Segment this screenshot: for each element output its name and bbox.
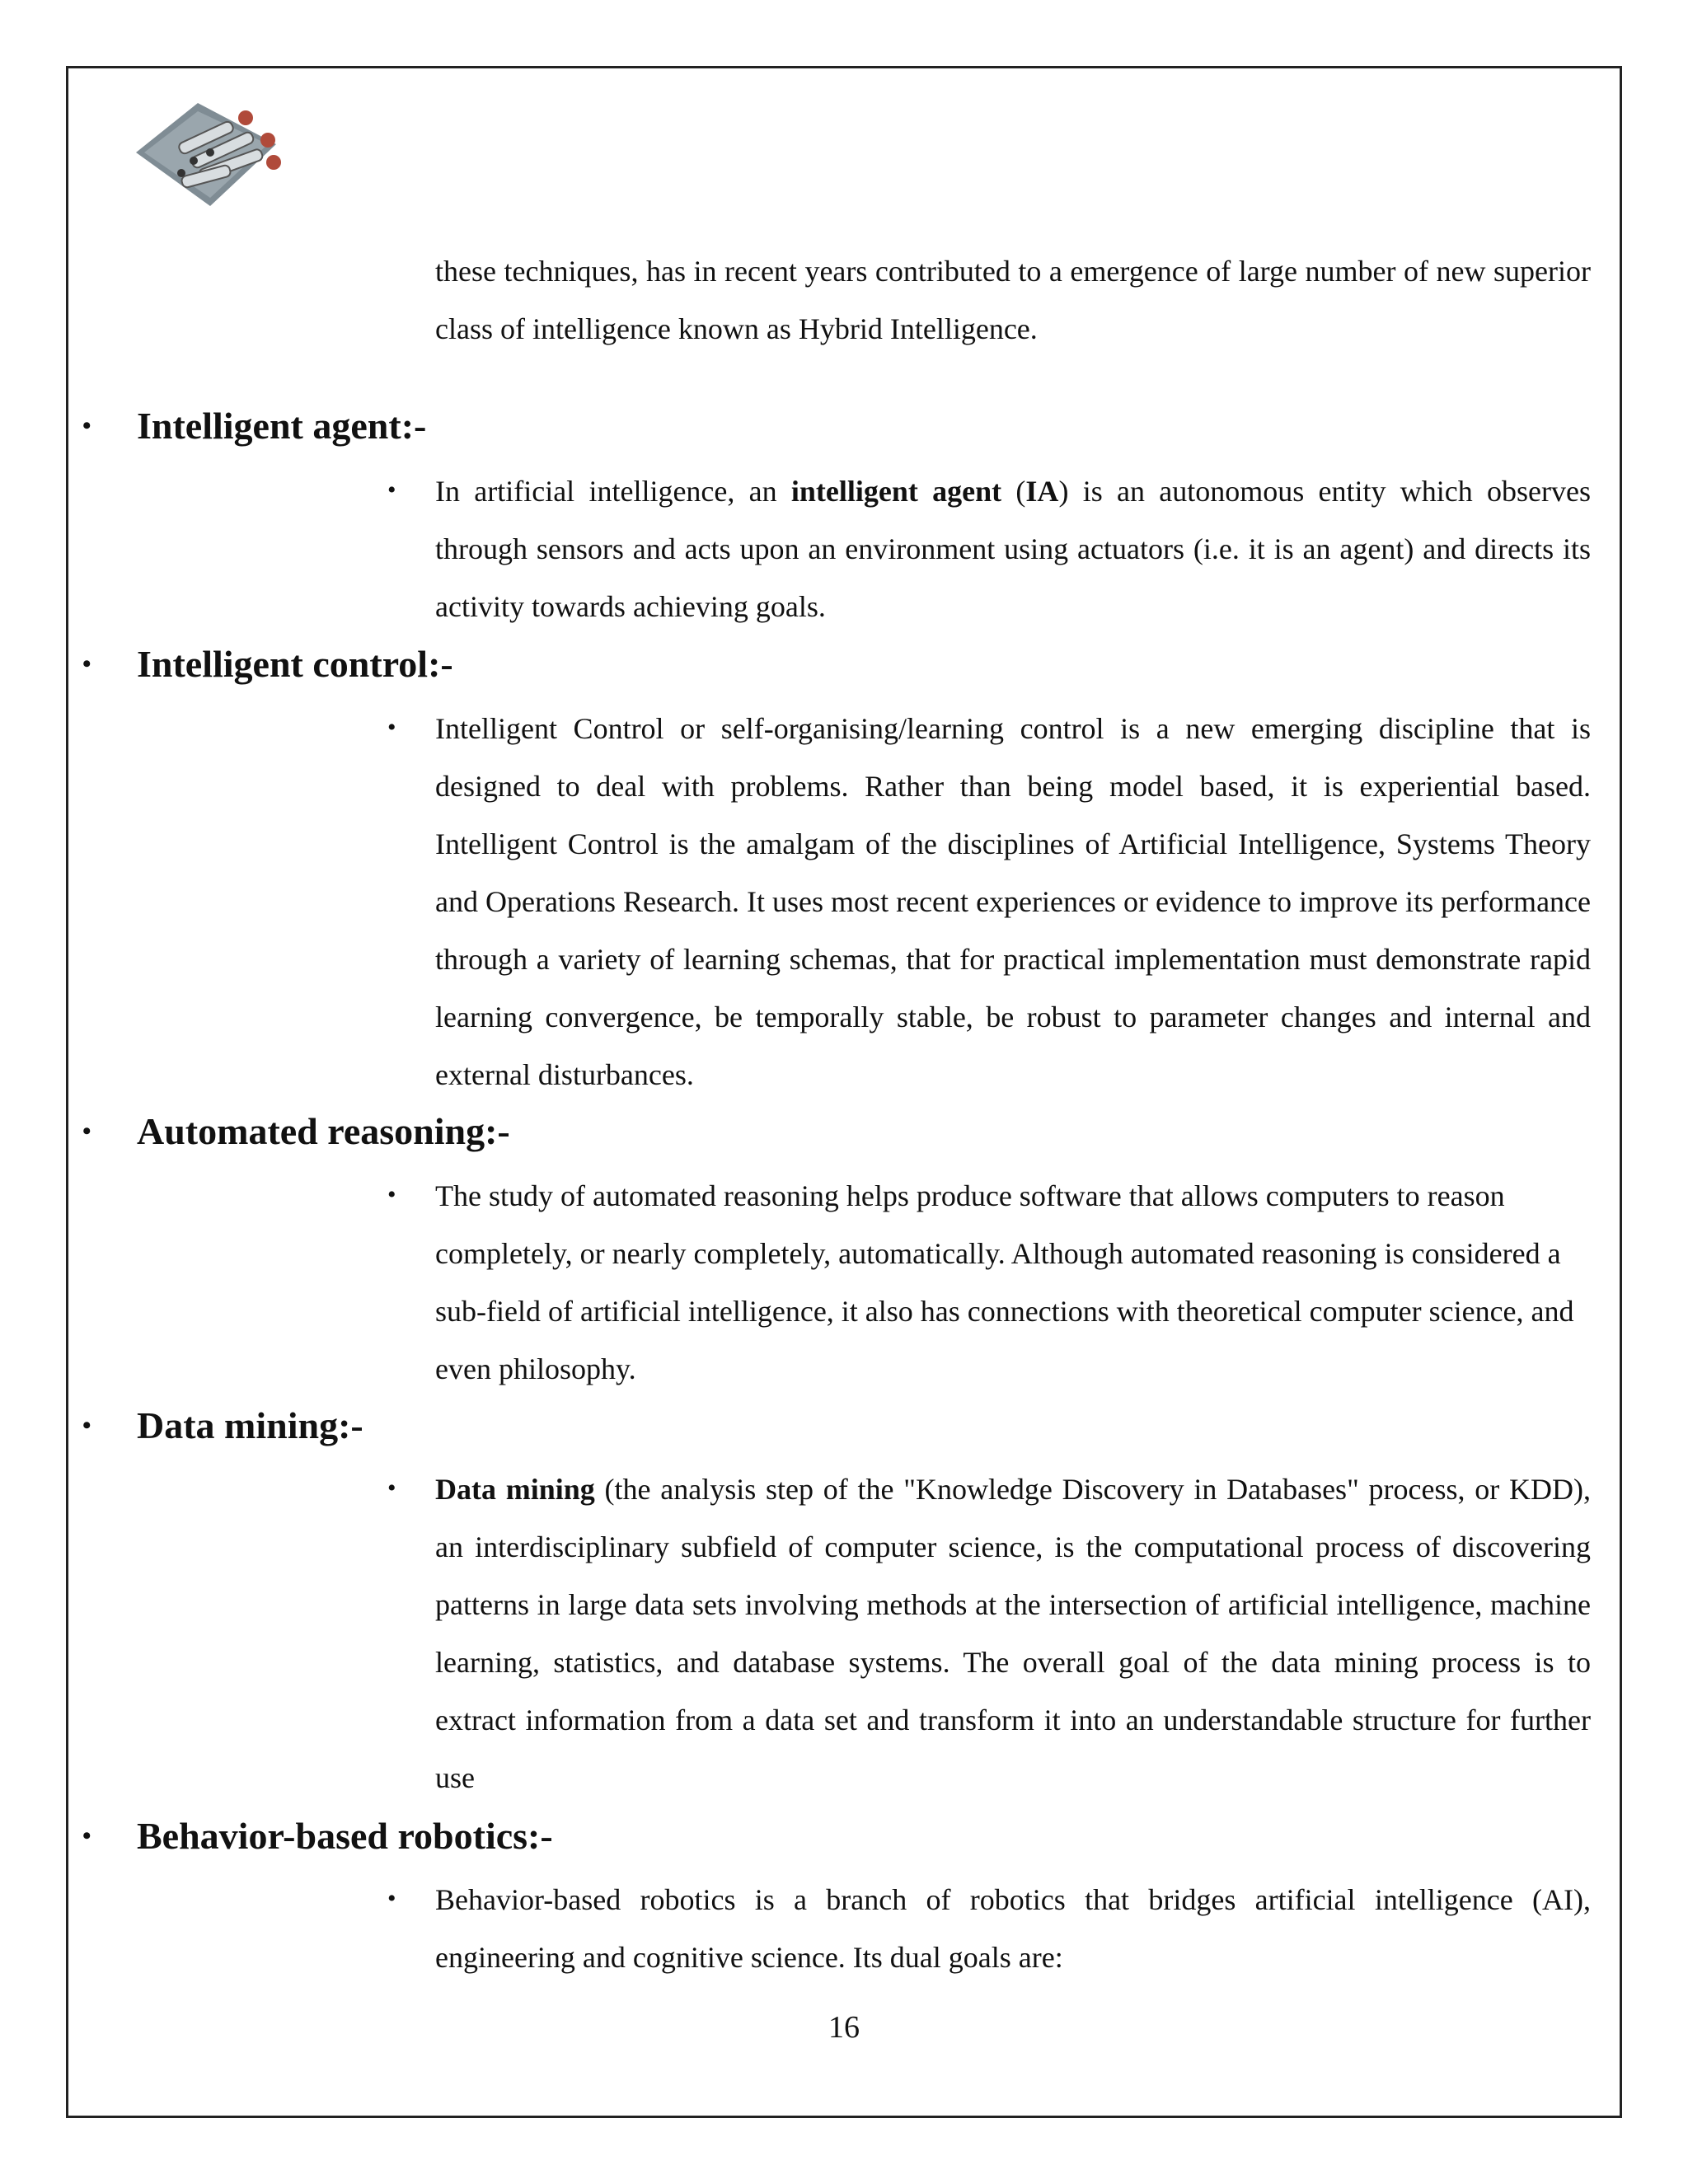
sub-bullet-icon: • xyxy=(387,714,396,741)
sub-bullet-icon: • xyxy=(387,1885,396,1912)
sub-bullet-icon: • xyxy=(387,1474,396,1502)
term-data-mining: Data mining xyxy=(435,1473,595,1506)
automated-reasoning-paragraph: The study of automated reasoning helps produce software that allows computers to reason completely, or nearly completely, automatically. Although automated reasoning is considered a sub-field of artificial intelligence, it also has connections with theoretical computer science, and even philosophy. xyxy=(435,1179,1574,1385)
intelligent-agent-paragraph: In artificial intelligence, an intelligent agent (IA) is an autonomous entity which observes through sensors and acts upon an environment using actuators (i.e. it is an agent) and directs its activity towards achieving goals. xyxy=(435,475,1591,623)
data-mining-paragraph: Data mining (the analysis step of the "Knowledge Discovery in Databases" process, or KDD), an interdisciplinary subfield of computer science, is the computational process of discovering patterns in large data sets involving methods at the intersection of artificial intelligence, machine learning, statistics, and database systems. The overall goal of the data mining process is to extract information from a data set and transform it into an understandable structure for further use xyxy=(435,1473,1591,1794)
intelligent-control-paragraph: Intelligent Control or self-organising/learning control is a new emerging discipline that is designed to deal with problems. Rather than being model based, it is experiential based. Intelligent Control is the amalgam of the disciplines of Artificial Intelligence, Systems Theory and Operations Research. It uses most recent experiences or evidence to improve its performance through a variety of learning schemas, that for practical implementation must demonstrate rapid learning convergence, be temporally stable, be robust to parameter changes and internal and external disturbances. xyxy=(435,712,1591,1091)
term-intelligent-agent: intelligent agent xyxy=(790,475,1002,508)
sub-bullet-icon: • xyxy=(387,476,396,504)
behavior-based-robotics-paragraph: Behavior-based robotics is a branch of robotics that bridges artificial intelligence (AI), engineering and cognitive science. Its dual goals are: xyxy=(435,1883,1591,1974)
heading-bullet-icon: • xyxy=(82,1412,91,1439)
heading-bullet-icon: • xyxy=(82,412,91,439)
heading-bullet-icon: • xyxy=(82,1118,91,1145)
sub-bullet-icon: • xyxy=(387,1181,396,1208)
intro-paragraph: these techniques, has in recent years contributed to a emergence of large number of new superior class of intelligence known as Hybrid Intelligence. xyxy=(435,255,1591,345)
page-number: 16 xyxy=(828,2010,860,2045)
term-ia: IA xyxy=(1025,475,1059,508)
heading-bullet-icon: • xyxy=(82,650,91,677)
robot-hand-logo-icon xyxy=(132,95,305,218)
heading-bullet-icon: • xyxy=(82,1822,91,1849)
